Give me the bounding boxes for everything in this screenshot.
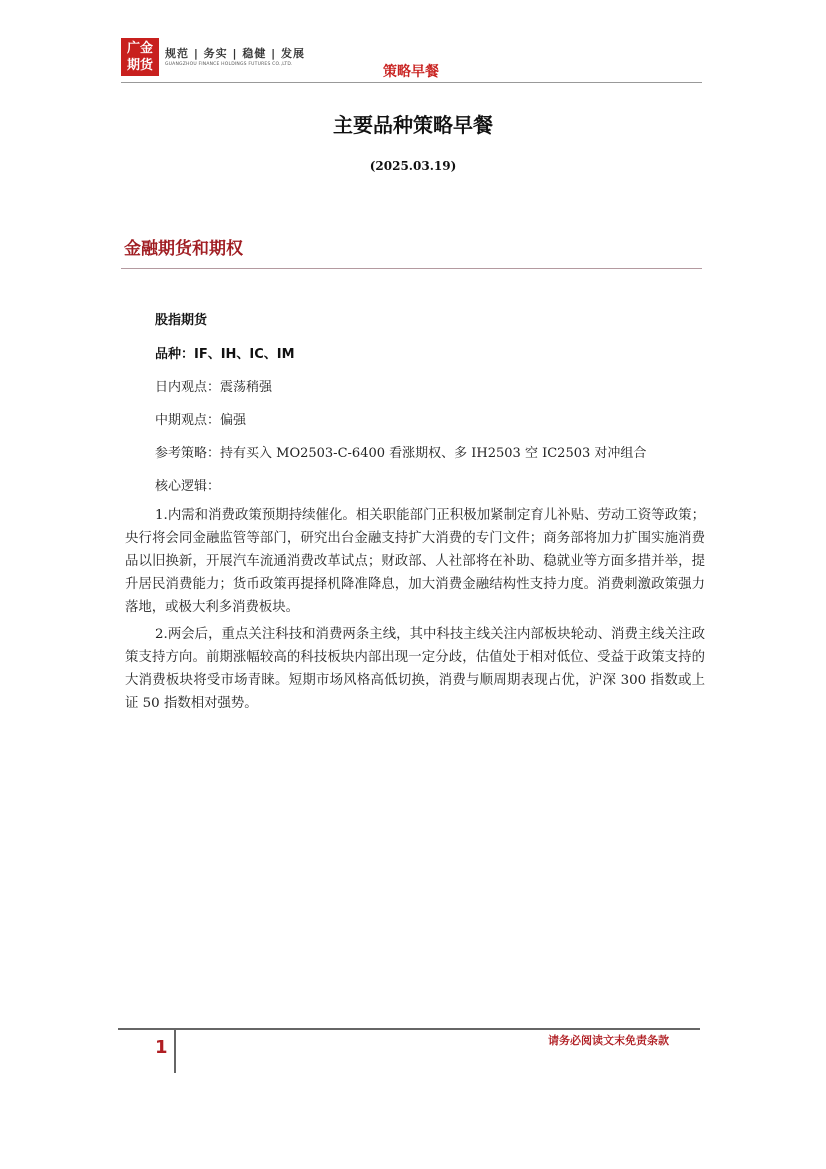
document-title: 主要品种策略早餐 [333, 113, 493, 137]
intraday-view: 日内观点：震荡稍强 [155, 380, 273, 395]
subheading: 股指期货 [155, 313, 208, 328]
logo-text-bottom: 期货 [126, 58, 153, 73]
report-type: 策略早餐 [383, 64, 439, 80]
section-title: 金融期货和期权 [124, 239, 243, 259]
midterm-view: 中期观点：偏强 [155, 413, 247, 428]
page-number: 1 [155, 1037, 168, 1058]
header-divider [121, 82, 702, 83]
section-divider [121, 268, 702, 269]
company-english-name: GUANGZHOU FINANCE HOLDINGS FUTURES CO.,LTD. [165, 62, 293, 67]
company-motto: 规范 | 务实 | 稳健 | 发展 [165, 47, 306, 60]
logic-paragraph-2: 2.两会后，重点关注科技和消费两条主线，其中科技主线关注内部板块轮动、消费主线关注政策支持方向。前期涨幅较高的科技板块内部出现一定分歧，估值处于相对低位、受益于政策支持的大消费板块将受市场青睐。短期市场风格高低切换，消费与顺周期表现占优，沪深 300 指数或上证 50 指数相对强势。 [125, 627, 705, 711]
disclaimer-notice: 请务必阅读文末免责条款 [548, 1034, 669, 1047]
logo-text-top: 广金 [126, 41, 153, 56]
company-logo [121, 38, 159, 76]
footer-divider [118, 1028, 700, 1030]
reference-strategy: 参考策略：持有买入 MO2503-C-6400 看涨期权、多 IH2503 空 IC2503 对冲组合 [155, 446, 647, 461]
logic-paragraph-1: 1.内需和消费政策预期持续催化。相关职能部门正积极加紧制定育儿补贴、劳动工资等政策；央行将会同金融监管等部门，研究出台金融支持扩大消费的专门文件；商务部将加力扩围实施消费品以旧换新，开展汽车流通消费改革试点；财政部、人社部将在补助、稳就业等方面多措并举，提升居民消费能力；货币政策再提择机降准降息，加大消费金融结构性支持力度。消费刺激政策强力落地，或极大利多消费板块。 [125, 508, 705, 615]
document-date: (2025.03.19) [369, 159, 457, 173]
variety-line: 品种：IF、IH、IC、IM [155, 347, 295, 362]
footer-vertical-divider [174, 1030, 176, 1073]
core-logic-label: 核心逻辑： [155, 479, 221, 494]
